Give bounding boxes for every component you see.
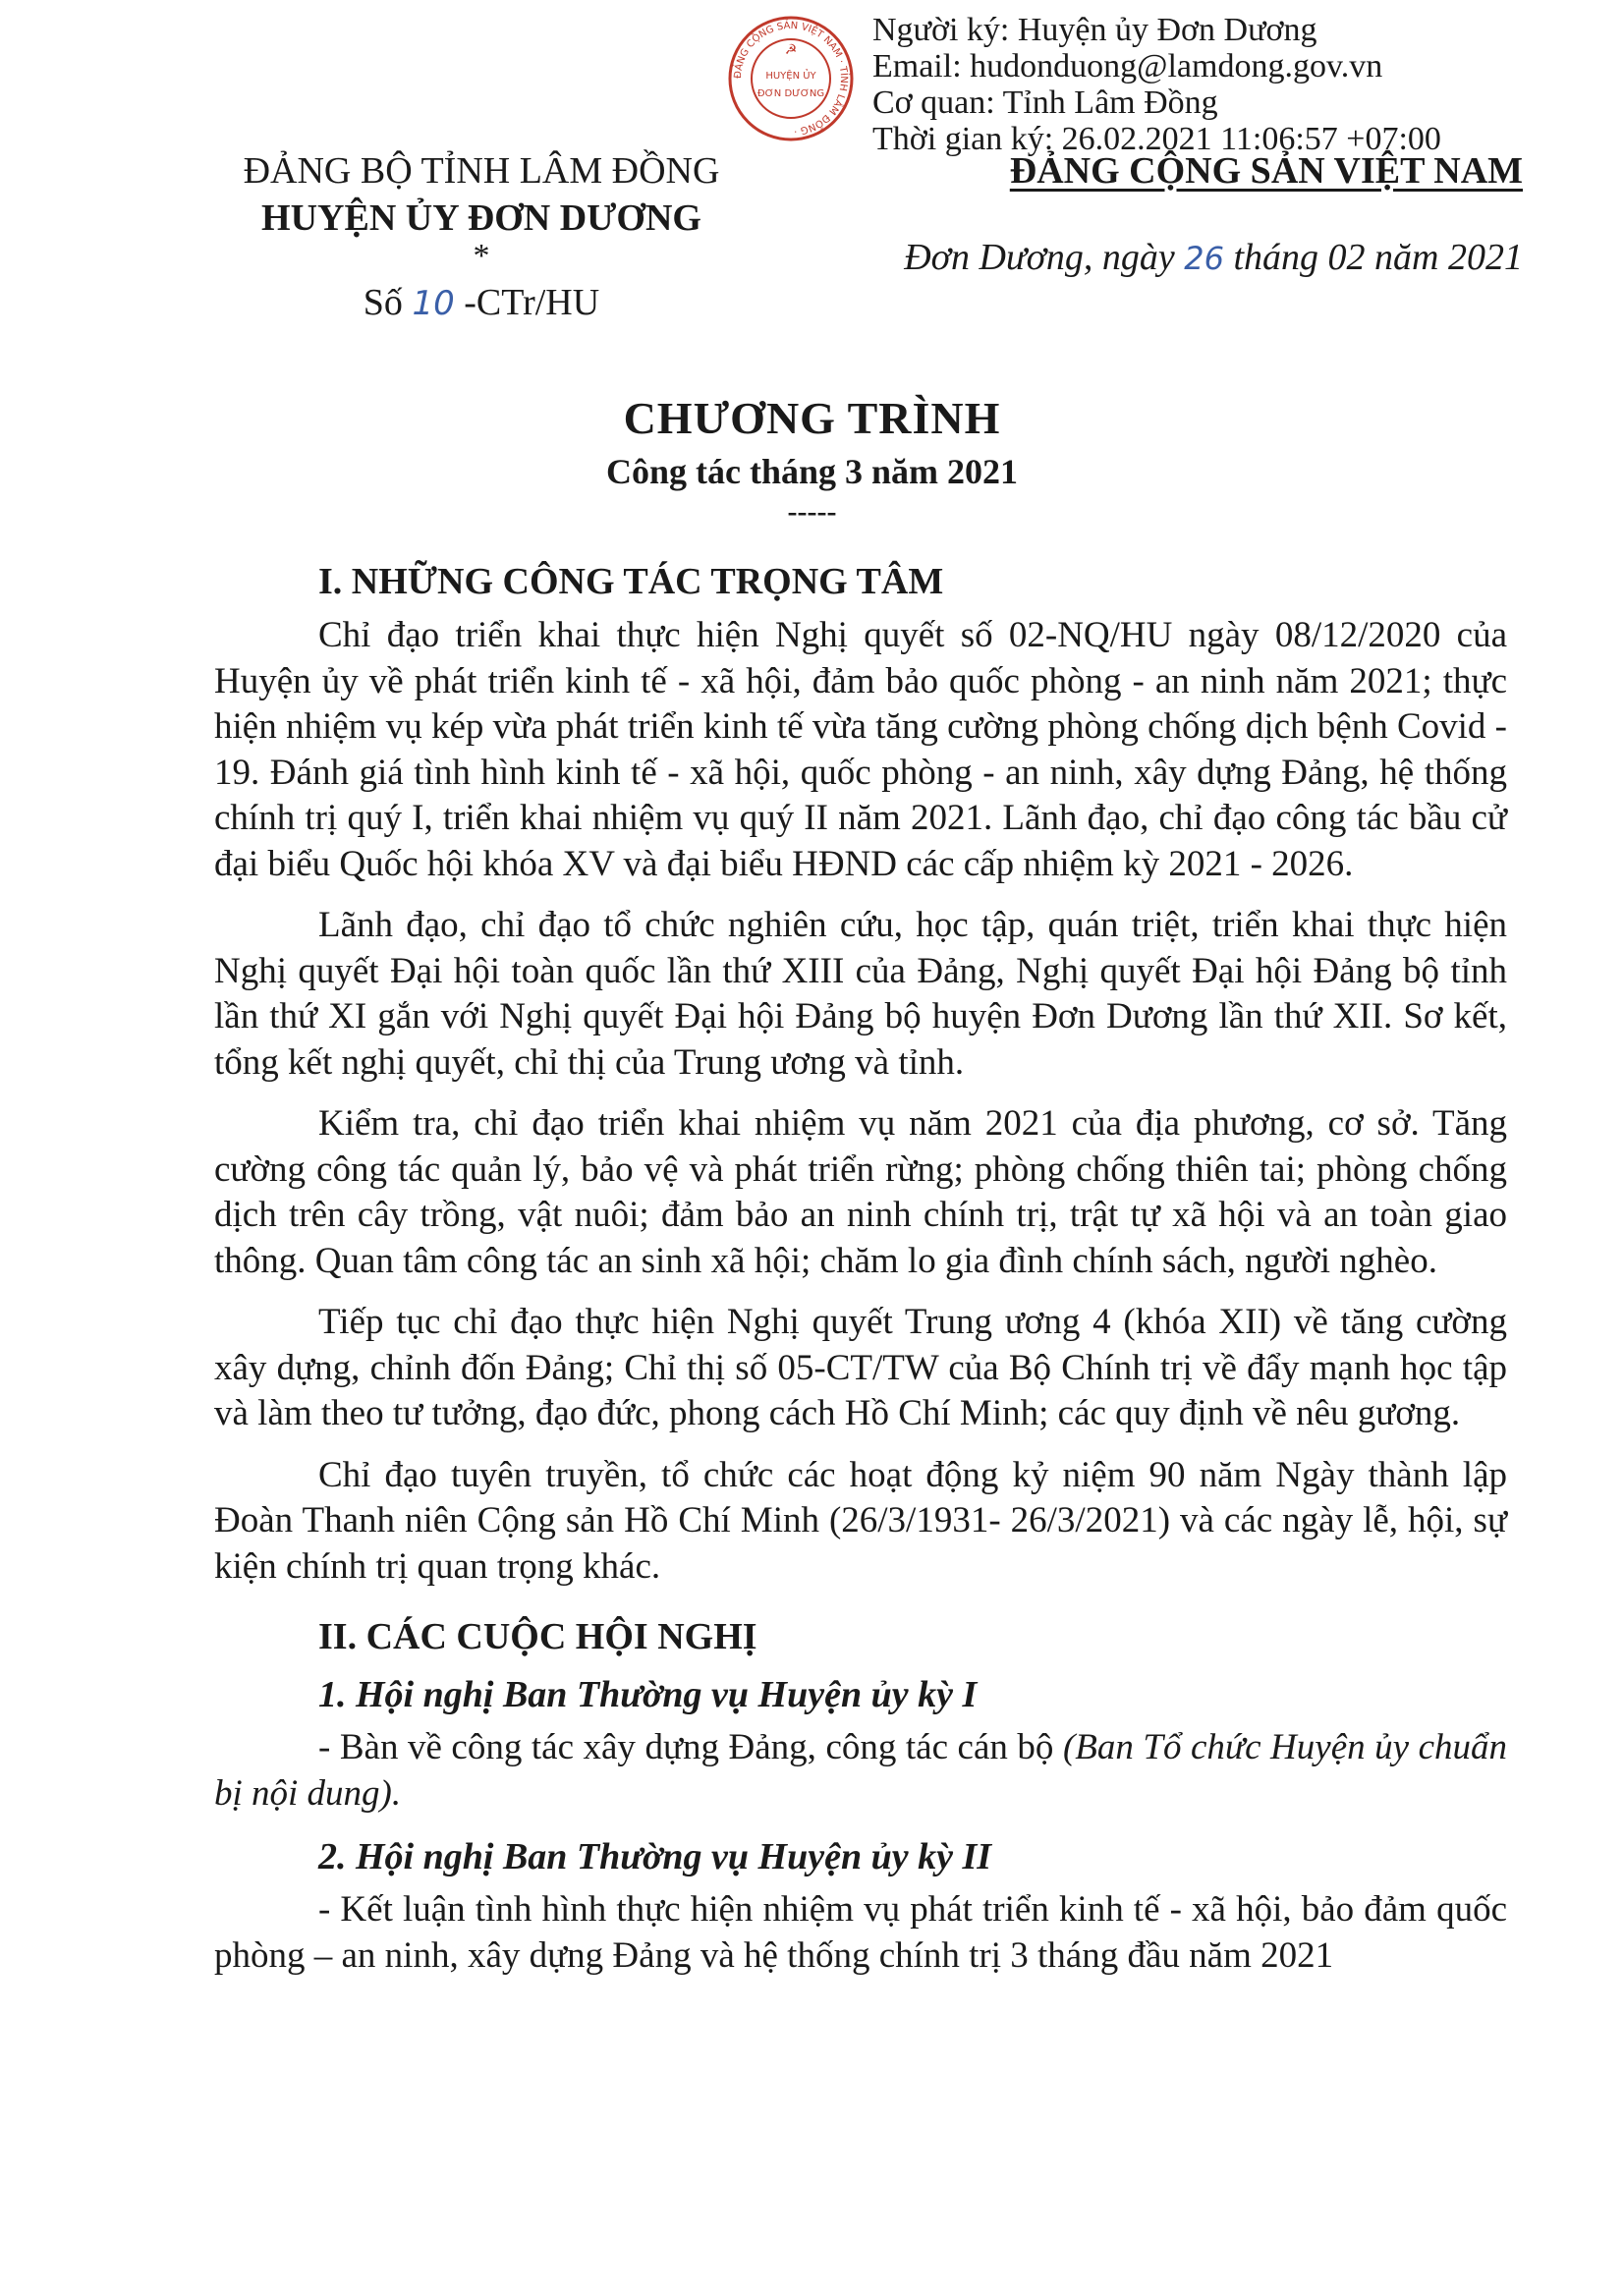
section-1-heading: I. NHỮNG CÔNG TÁC TRỌNG TÂM [318,561,944,602]
number-prefix: Số [363,282,403,323]
paragraph: Lãnh đạo, chỉ đạo tổ chức nghiên cứu, học tập, quán triệt, triển khai thực hiện Nghị quyết Đại hội toàn quốc lần thứ XIII của Đảng, Nghị quyết Đại hội Đảng bộ tỉnh lần thứ XI gắn với Nghị quyết Đại hội Đảng bộ huyện Đơn Dương lần thứ XII. Sơ kết, tổng kết nghị quyết, chỉ thị của Trung ương và tỉnh. [214,905,1507,1083]
document-title [0,391,1624,527]
subsection-heading: 2. Hội nghị Ban Thường vụ Huyện ủy kỳ II [318,1836,992,1877]
section-2-heading: II. CÁC CUỘC HỘI NGHỊ [318,1616,757,1657]
svg-text:HUYỆN ỦY: HUYỆN ỦY [765,71,816,82]
number-value: 10 [412,284,455,323]
paragraph: Chỉ đạo tuyên truyền, tổ chức các hoạt động kỷ niệm 90 năm Ngày thành lập Đoàn Thanh niên Cộng sản Hồ Chí Minh (26/3/1931- 26/3/2021) và các ngày lễ, hội, sự kiện chính trị quan trọng khác. [214,1454,1507,1587]
document-number [206,279,756,327]
title-main: CHƯƠNG TRÌNH [623,393,1001,443]
paragraph: Kiểm tra, chỉ đạo triển khai nhiệm vụ năm 2021 của địa phương, cơ sở. Tăng cường công tác quản lý, bảo vệ và phát triển rừng; phòng chống thiên tai; phòng chống dịch trên cây trồng, vật nuôi; đảm bảo an ninh chính trị, trật tự xã hội và an toàn giao thông. Quan tâm công tác an sinh xã hội; chăm lo gia đình chính sách, người nghèo. [214,1103,1507,1281]
title-rule: ----- [787,495,837,528]
signer-agency: Cơ quan: Tỉnh Lâm Đồng [872,84,1218,121]
org-name: HUYỆN ỦY ĐƠN DƯƠNG [261,197,701,239]
item-note: (Ban Tổ chức Huyện ủy chuẩn bị nội dung). [214,1727,1508,1814]
number-suffix: -CTr/HU [464,282,600,323]
star-mark: * [473,238,490,274]
date-day: 26 [1184,240,1224,277]
item-text: - Bàn về công tác xây dựng Đảng, công tác cán bộ [318,1727,1054,1767]
paragraph: - Kết luận tình hình thực hiện nhiệm vụ phát triển kinh tế - xã hội, bảo đảm quốc phòng – an ninh, xây dựng Đảng và hệ thống chính trị 3 tháng đầu năm 2021 [214,1889,1507,1976]
party-header [855,147,1523,282]
paragraph [214,1725,1507,1817]
signer-line: Người ký: Huyện ủy Đơn Dương [872,12,1317,48]
official-seal-icon [722,10,860,147]
svg-text:ĐẢNG CỘNG SẢN VIỆT NAM · TỈNH: ĐẢNG CỘNG SẢN VIỆT NAM · TỈNH LÂM ĐỒNG · [732,20,850,137]
signing-time: Thời gian ký: 26.02.2021 11:06:57 +07:00 [872,121,1441,157]
date-prefix: Đơn Dương, ngày [904,237,1175,278]
signer-email: Email: hudonduong@lamdong.gov.vn [872,48,1383,84]
document-body [214,556,1507,1994]
issuing-authority [206,147,756,327]
subsection-heading: 1. Hội nghị Ban Thường vụ Huyện ủy kỳ I [318,1674,978,1715]
issue-date [855,234,1523,282]
date-suffix: tháng 02 năm 2021 [1233,237,1523,278]
svg-text:ĐƠN DƯƠNG: ĐƠN DƯƠNG [756,88,825,99]
org-parent: ĐẢNG BỘ TỈNH LÂM ĐỒNG [243,150,720,192]
party-name: ĐẢNG CỘNG SẢN VIỆT NAM [1009,150,1523,192]
title-sub: Công tác tháng 3 năm 2021 [605,452,1019,491]
paragraph: Tiếp tục chỉ đạo thực hiện Nghị quyết Trung ương 4 (khóa XII) về tăng cường xây dựng, chỉnh đốn Đảng; Chỉ thị số 05-CT/TW của Bộ Chính trị về đẩy mạnh học tập và làm theo tư tưởng, đạo đức, phong cách Hồ Chí Minh; các quy định về nêu gương. [214,1302,1507,1433]
paragraph: Chỉ đạo triển khai thực hiện Nghị quyết số 02-NQ/HU ngày 08/12/2020 của Huyện ủy về phát triển kinh tế - xã hội, đảm bảo quốc phòng - an ninh năm 2021; thực hiện nhiệm vụ kép vừa phát triển kinh tế vừa tăng cường phòng chống dịch bệnh Covid - 19. Đánh giá tình hình kinh tế - xã hội, quốc phòng - an ninh, xây dựng Đảng, hệ thống chính trị quý I, triển khai nhiệm vụ quý II năm 2021. Lãnh đạo, chỉ đạo công tác bầu cử đại biểu Quốc hội khóa XV và đại biểu HĐND các cấp nhiệm kỳ 2021 - 2026. [214,615,1507,884]
digital-signature-info [872,12,1441,157]
svg-text:☭: ☭ [784,43,798,58]
